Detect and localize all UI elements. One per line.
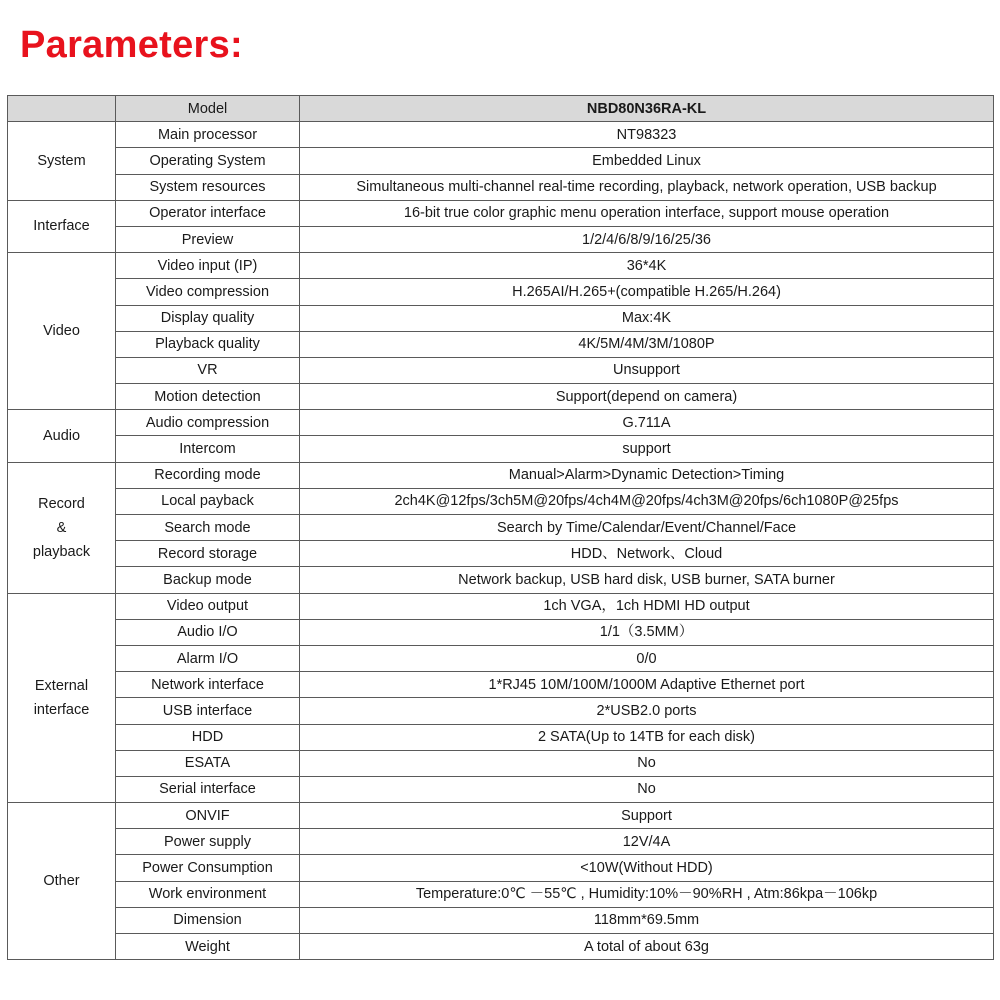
parameter-value: Search by Time/Calendar/Event/Channel/Face [300,515,994,541]
parameter-value: 12V/4A [300,829,994,855]
header-blank-cell [8,96,116,122]
table-row [8,384,994,410]
category-label: Other [43,873,80,890]
table-row [8,200,994,226]
parameter-value: 2ch4K@12fps/3ch5M@20fps/4ch4M@20fps/4ch3M@20fps/6ch1080P@25fps [300,488,994,514]
table-row [8,410,994,436]
parameter-value: G.711A [300,410,994,436]
table-row [8,698,994,724]
parameter-value: 0/0 [300,645,994,671]
parameter-value: Network backup, USB hard disk, USB burner, SATA burner [300,567,994,593]
table-row [8,934,994,960]
parameter-value: Max:4K [300,305,994,331]
parameter-name: Video compression [116,279,300,305]
parameter-name: Serial interface [116,776,300,802]
table-row [8,331,994,357]
page-title: Parameters: [20,24,243,66]
table-row [8,672,994,698]
parameter-value: 16-bit true color graphic menu operation interface, support mouse operation [300,200,994,226]
parameter-value: Embedded Linux [300,148,994,174]
parameter-name: Audio compression [116,410,300,436]
table-row [8,226,994,252]
parameter-name: Backup mode [116,567,300,593]
table-row [8,881,994,907]
parameter-value: HDD、Network、Cloud [300,541,994,567]
parameter-value: 1ch VGA，1ch HDMI HD output [300,593,994,619]
parameter-name: Recording mode [116,462,300,488]
parameter-name: Alarm I/O [116,645,300,671]
table-row [8,174,994,200]
parameter-name: VR [116,357,300,383]
parameter-name: Main processor [116,122,300,148]
parameter-name: Display quality [116,305,300,331]
table-row [8,855,994,881]
table-row [8,567,994,593]
parameter-value: No [300,776,994,802]
parameter-value: support [300,436,994,462]
category-label: playback [32,543,91,560]
category-cell [8,410,116,462]
table-row [8,776,994,802]
parameter-value: Simultaneous multi-channel real-time recording, playback, network operation, USB backup [300,174,994,200]
parameter-name: Local payback [116,488,300,514]
table-row [8,462,994,488]
parameter-value: Support [300,803,994,829]
parameter-name: HDD [116,724,300,750]
header-model-value: NBD80N36RA-KL [300,96,994,122]
table-row [8,515,994,541]
parameter-value: 1/2/4/6/8/9/16/25/36 [300,226,994,252]
table-row [8,488,994,514]
parameter-value: 118mm*69.5mm [300,907,994,933]
parameter-name: Preview [116,226,300,252]
spec-table-body [8,96,994,960]
parameter-name: Audio I/O [116,619,300,645]
table-row [8,724,994,750]
category-label: Video [43,323,80,340]
parameter-name: System resources [116,174,300,200]
parameter-name: USB interface [116,698,300,724]
parameter-name: ONVIF [116,803,300,829]
table-row [8,645,994,671]
parameter-name: Operating System [116,148,300,174]
parameter-value: H.265AI/H.265+(compatible H.265/H.264) [300,279,994,305]
category-cell [8,253,116,410]
table-row [8,279,994,305]
parameter-value: No [300,750,994,776]
table-row [8,541,994,567]
category-label: External [34,677,89,694]
parameter-name: Power supply [116,829,300,855]
parameter-name: Search mode [116,515,300,541]
table-row [8,907,994,933]
table-row [8,253,994,279]
table-row [8,829,994,855]
parameter-name: Work environment [116,881,300,907]
parameter-name: Record storage [116,541,300,567]
parameter-value: 1/1（3.5MM） [300,619,994,645]
parameter-name: ESATA [116,750,300,776]
parameter-value: Unsupport [300,357,994,383]
category-cell [8,200,116,252]
parameter-value: 2*USB2.0 ports [300,698,994,724]
category-cell [8,803,116,960]
table-row [8,803,994,829]
parameter-name: Video output [116,593,300,619]
table-row [8,357,994,383]
parameter-name: Network interface [116,672,300,698]
category-cell [8,122,116,201]
header-model-label: Model [116,96,300,122]
parameter-name: Weight [116,934,300,960]
table-row [8,750,994,776]
category-label: Record [38,495,85,512]
parameter-name: Operator interface [116,200,300,226]
parameter-value: Temperature:0℃ －55℃ , Humidity:10%－90%RH , Atm:86kpa－106kp [300,881,994,907]
parameter-value: Support(depend on camera) [300,384,994,410]
category-label: System [37,152,86,169]
parameter-value: <10W(Without HDD) [300,855,994,881]
category-label: Audio [42,427,81,444]
category-label: Interface [33,218,90,235]
parameter-name: Power Consumption [116,855,300,881]
table-row [8,619,994,645]
parameter-value: 36*4K [300,253,994,279]
parameter-value: Manual>Alarm>Dynamic Detection>Timing [300,462,994,488]
parameter-name: Motion detection [116,384,300,410]
parameter-name: Dimension [116,907,300,933]
parameter-value: A total of about 63g [300,934,994,960]
table-row [8,436,994,462]
parameter-value: 4K/5M/4M/3M/1080P [300,331,994,357]
table-row [8,305,994,331]
table-row [8,593,994,619]
parameter-value: NT98323 [300,122,994,148]
category-label: & [56,519,67,536]
table-row [8,148,994,174]
category-label: interface [33,701,90,718]
category-cell [8,593,116,803]
parameter-value: 2 SATA(Up to 14TB for each disk) [300,724,994,750]
spec-table [7,95,994,960]
parameter-name: Video input (IP) [116,253,300,279]
parameter-name: Playback quality [116,331,300,357]
category-cell [8,462,116,593]
parameter-name: Intercom [116,436,300,462]
table-header-row [8,96,994,122]
table-row [8,122,994,148]
parameter-value: 1*RJ45 10M/100M/1000M Adaptive Ethernet port [300,672,994,698]
